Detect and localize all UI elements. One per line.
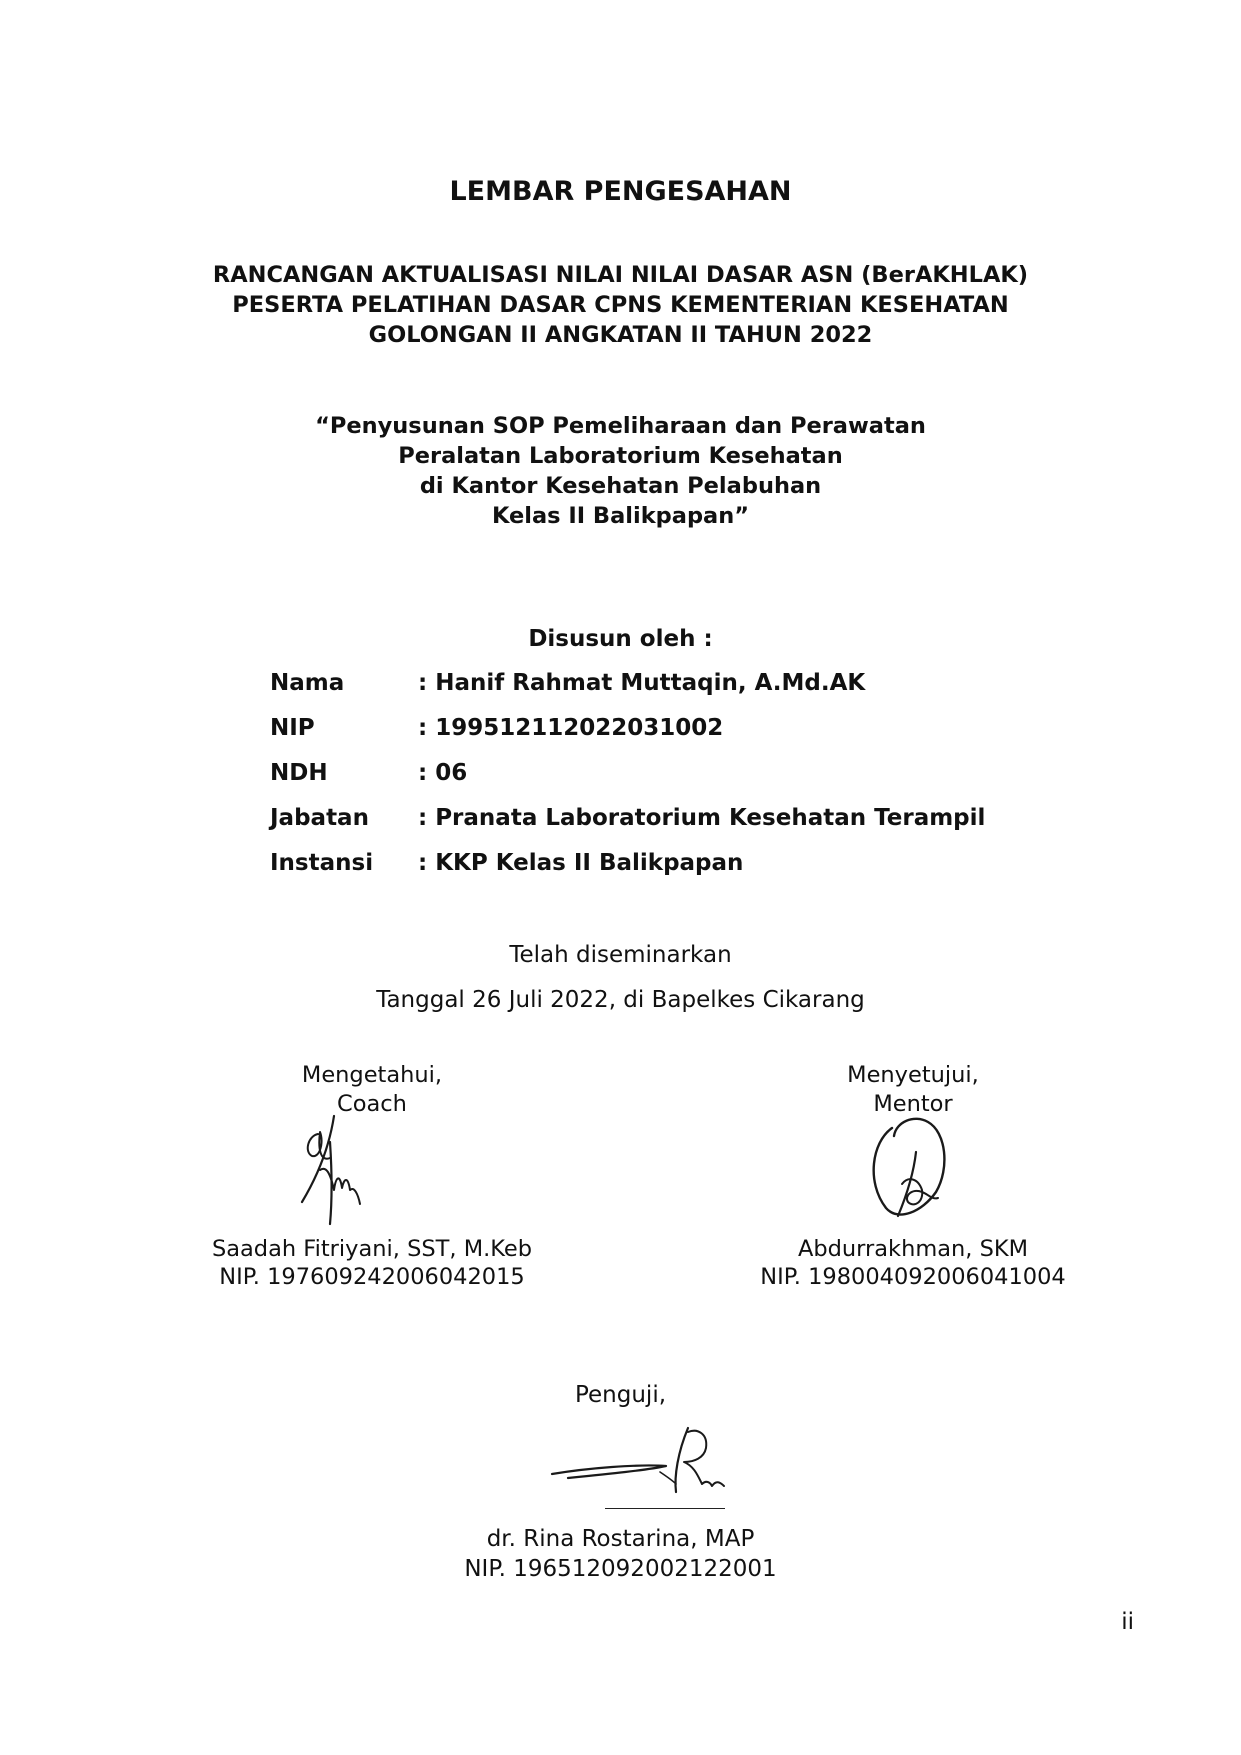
topic-line-1: “Penyusunan SOP Pemeliharaan dan Perawatan: [315, 413, 926, 439]
page-title: LEMBAR PENGESAHAN: [449, 176, 792, 207]
coach-acknowledged-label: Mengetahui,: [301, 1062, 443, 1088]
seminar-line-2: Tanggal 26 Juli 2022, di Bapelkes Cikarang: [376, 987, 865, 1013]
coach-signature-icon: [290, 1112, 410, 1242]
coach-name: Saadah Fitriyani, SST, M.Keb: [211, 1236, 533, 1262]
coach-nip: NIP. 197609242006042015: [219, 1264, 525, 1290]
prepared-by-label: Disusun oleh :: [528, 626, 713, 652]
subtitle-line-2: PESERTA PELATIHAN DASAR CPNS KEMENTERIAN KESEHATAN: [232, 292, 1009, 318]
mentor-role-label: Mentor: [873, 1091, 953, 1117]
topic-line-4: Kelas II Balikpapan”: [491, 503, 750, 529]
author-nip-row: [270, 715, 1170, 749]
info-value: : KKP Kelas II Balikpapan: [418, 850, 744, 876]
info-label: Nama: [270, 670, 345, 696]
page-number: ii: [1121, 1609, 1134, 1635]
author-name-row: [270, 670, 1170, 704]
mentor-signature-icon: [858, 1112, 968, 1232]
subtitle-line-1: RANCANGAN AKTUALISASI NILAI NILAI DASAR ASN (BerAKHLAK): [212, 262, 1029, 288]
author-ndh-row: [270, 760, 1170, 794]
info-label: Jabatan: [270, 805, 369, 831]
examiner-label: Penguji,: [574, 1382, 667, 1408]
mentor-nip: NIP. 198004092006041004: [760, 1264, 1066, 1290]
info-label: Instansi: [270, 850, 374, 876]
coach-role-label: Coach: [337, 1091, 407, 1117]
seminar-line-1: Telah diseminarkan: [509, 942, 732, 968]
author-institution-row: [270, 850, 1170, 884]
info-value: : 199512112022031002: [418, 715, 724, 741]
mentor-approved-label: Menyetujui,: [847, 1062, 979, 1088]
examiner-signature-line: [605, 1508, 725, 1509]
info-value: : 06: [418, 760, 468, 786]
subtitle-line-3: GOLONGAN II ANGKATAN II TAHUN 2022: [368, 322, 873, 348]
info-value: : Hanif Rahmat Muttaqin, A.Md.AK: [418, 670, 866, 696]
topic-line-3: di Kantor Kesehatan Pelabuhan: [419, 473, 822, 499]
info-value: : Pranata Laboratorium Kesehatan Terampil: [418, 805, 986, 831]
examiner-nip: NIP. 196512092002122001: [464, 1556, 777, 1582]
info-label: NDH: [270, 760, 328, 786]
examiner-signature-icon: [548, 1422, 748, 1512]
mentor-name: Abdurrakhman, SKM: [797, 1236, 1029, 1262]
topic-line-2: Peralatan Laboratorium Kesehatan: [398, 443, 843, 469]
info-label: NIP: [270, 715, 315, 741]
examiner-name: dr. Rina Rostarina, MAP: [486, 1526, 755, 1552]
author-position-row: [270, 805, 1170, 839]
